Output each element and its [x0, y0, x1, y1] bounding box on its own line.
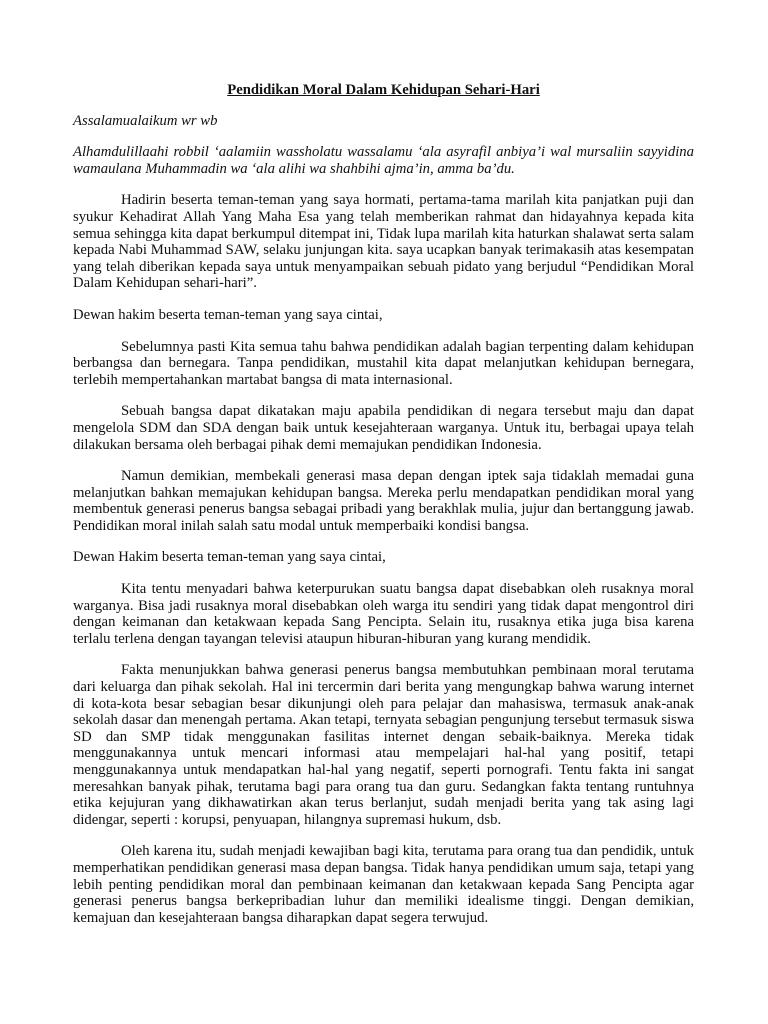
- document-title: Pendidikan Moral Dalam Kehidupan Sehari-Hari: [227, 82, 540, 98]
- paragraph-3: Sebuah bangsa dapat dikatakan maju apabila pendidikan di negara tersebut maju dan dapat mengelola SDM dan SDA dengan baik untuk kesejahteraan warganya. Untuk itu, berbagai upaya telah dilakukan bersama oleh berbagai pihak demi memajukan pendidikan Indonesia.: [73, 403, 694, 453]
- paragraph-1: Hadirin beserta teman-teman yang saya hormati, pertama-tama marilah kita panjatkan puji dan syukur Kehadirat Allah Yang Maha Esa yang telah memberikan rahmat dan hidayahnya kepada kita semua sehingga kita dapat berkumpul ditempat ini, Tidak lupa marilah kita haturkan shalawat serta salam kepada Nabi Muhammad SAW, selaku junjungan kita. saya ucapkan banyak terimakasih atas kesempatan yang telah diberikan kepada saya untuk menyampaikan sebuah pidato yang berjudul “Pendidikan Moral Dalam Kehidupan sehari-hari”.: [73, 192, 694, 292]
- opening-arabic: Alhamdulillaahi robbil ‘aalamiin wassholatu wassalamu ‘ala asyrafil anbiya’i wal mursaliin sayyidina wamaulana Muhammadin wa ‘ala alihi wa shahbihi ajma’in, amma ba’du.: [73, 144, 694, 177]
- paragraph-7: Oleh karena itu, sudah menjadi kewajiban bagi kita, terutama para orang tua dan pendidik, untuk memperhatikan pendidikan generasi masa depan bangsa. Tidak hanya pendidikan umum saja, tetapi yang lebih penting pendidikan moral dan pembinaan keimanan dan ketakwaan kepada Sang Pencipta agar generasi penerus bangsa berkepribadian luhur dan memiliki idealisme tinggi. Dengan demikian, kemajuan dan kesejahteraan bangsa diharapkan dapat segera terwujud.: [73, 843, 694, 926]
- paragraph-4: Namun demikian, membekali generasi masa depan dengan iptek saja tidaklah memadai guna melanjutkan bahkan memajukan kehidupan bangsa. Mereka perlu mendapatkan pendidikan moral yang membentuk generasi penerus bangsa sebagai pribadi yang berakhlak mulia, jujur dan bertanggung jawab. Pendidikan moral inilah salah satu modal untuk memperbaiki kondisi bangsa.: [73, 468, 694, 534]
- paragraph-6: Fakta menunjukkan bahwa generasi penerus bangsa membutuhkan pembinaan moral terutama dari keluarga dan pihak sekolah. Hal ini tercermin dari berita yang mengungkap bahwa warung internet di kota-kota besar sebagian besar dikunjungi oleh para pelajar dan mahasiswa, termasuk anak-anak sekolah dasar dan menengah pertama. Akan tetapi, ternyata sebagian pengunjung tersebut termasuk siswa SD dan SMP tidak menggunakan fasilitas internet dengan sebaik-baiknya. Mereka tidak menggunakannya untuk mencari informasi atau mempelajari hal-hal yang positif, tetapi menggunakannya untuk mendapatkan hal-hal yang negatif, seperti pornografi. Tentu fakta ini sangat meresahkan banyak pihak, terutama bagi para orang tua dan guru. Sedangkan fakta tentang runtuhnya etika kejujuran yang dikhawatirkan akan terus berlanjut, sudah menjadi berita yang tak asing lagi didengar, seperti : korupsi, penyuapan, hilangnya supremasi hukum, dsb.: [73, 662, 694, 828]
- paragraph-5: Kita tentu menyadari bahwa keterpurukan suatu bangsa dapat disebabkan oleh rusaknya moral warganya. Bisa jadi rusaknya moral disebabkan oleh warga itu sendiri yang tidak dapat mengontrol diri dengan keimanan dan ketakwaan kepada Sang Pencipta. Selain itu, rusaknya etika juga bisa karena terlalu terlena dengan tayangan televisi ataupun hiburan-hiburan yang kurang mendidik.: [73, 581, 694, 647]
- document-body: [73, 82, 694, 941]
- greeting: Assalamualaikum wr wb: [73, 112, 218, 129]
- address-2: Dewan Hakim beserta teman-teman yang saya cintai,: [73, 549, 386, 566]
- address-1: Dewan hakim beserta teman-teman yang saya cintai,: [73, 306, 383, 323]
- paragraph-2: Sebelumnya pasti Kita semua tahu bahwa pendidikan adalah bagian terpenting dalam kehidupan berbangsa dan bernegara. Tanpa pendidikan, mustahil kita dapat melanjutkan kehidupan bernegara, terlebih mempertahankan martabat bangsa di mata internasional.: [73, 338, 694, 388]
